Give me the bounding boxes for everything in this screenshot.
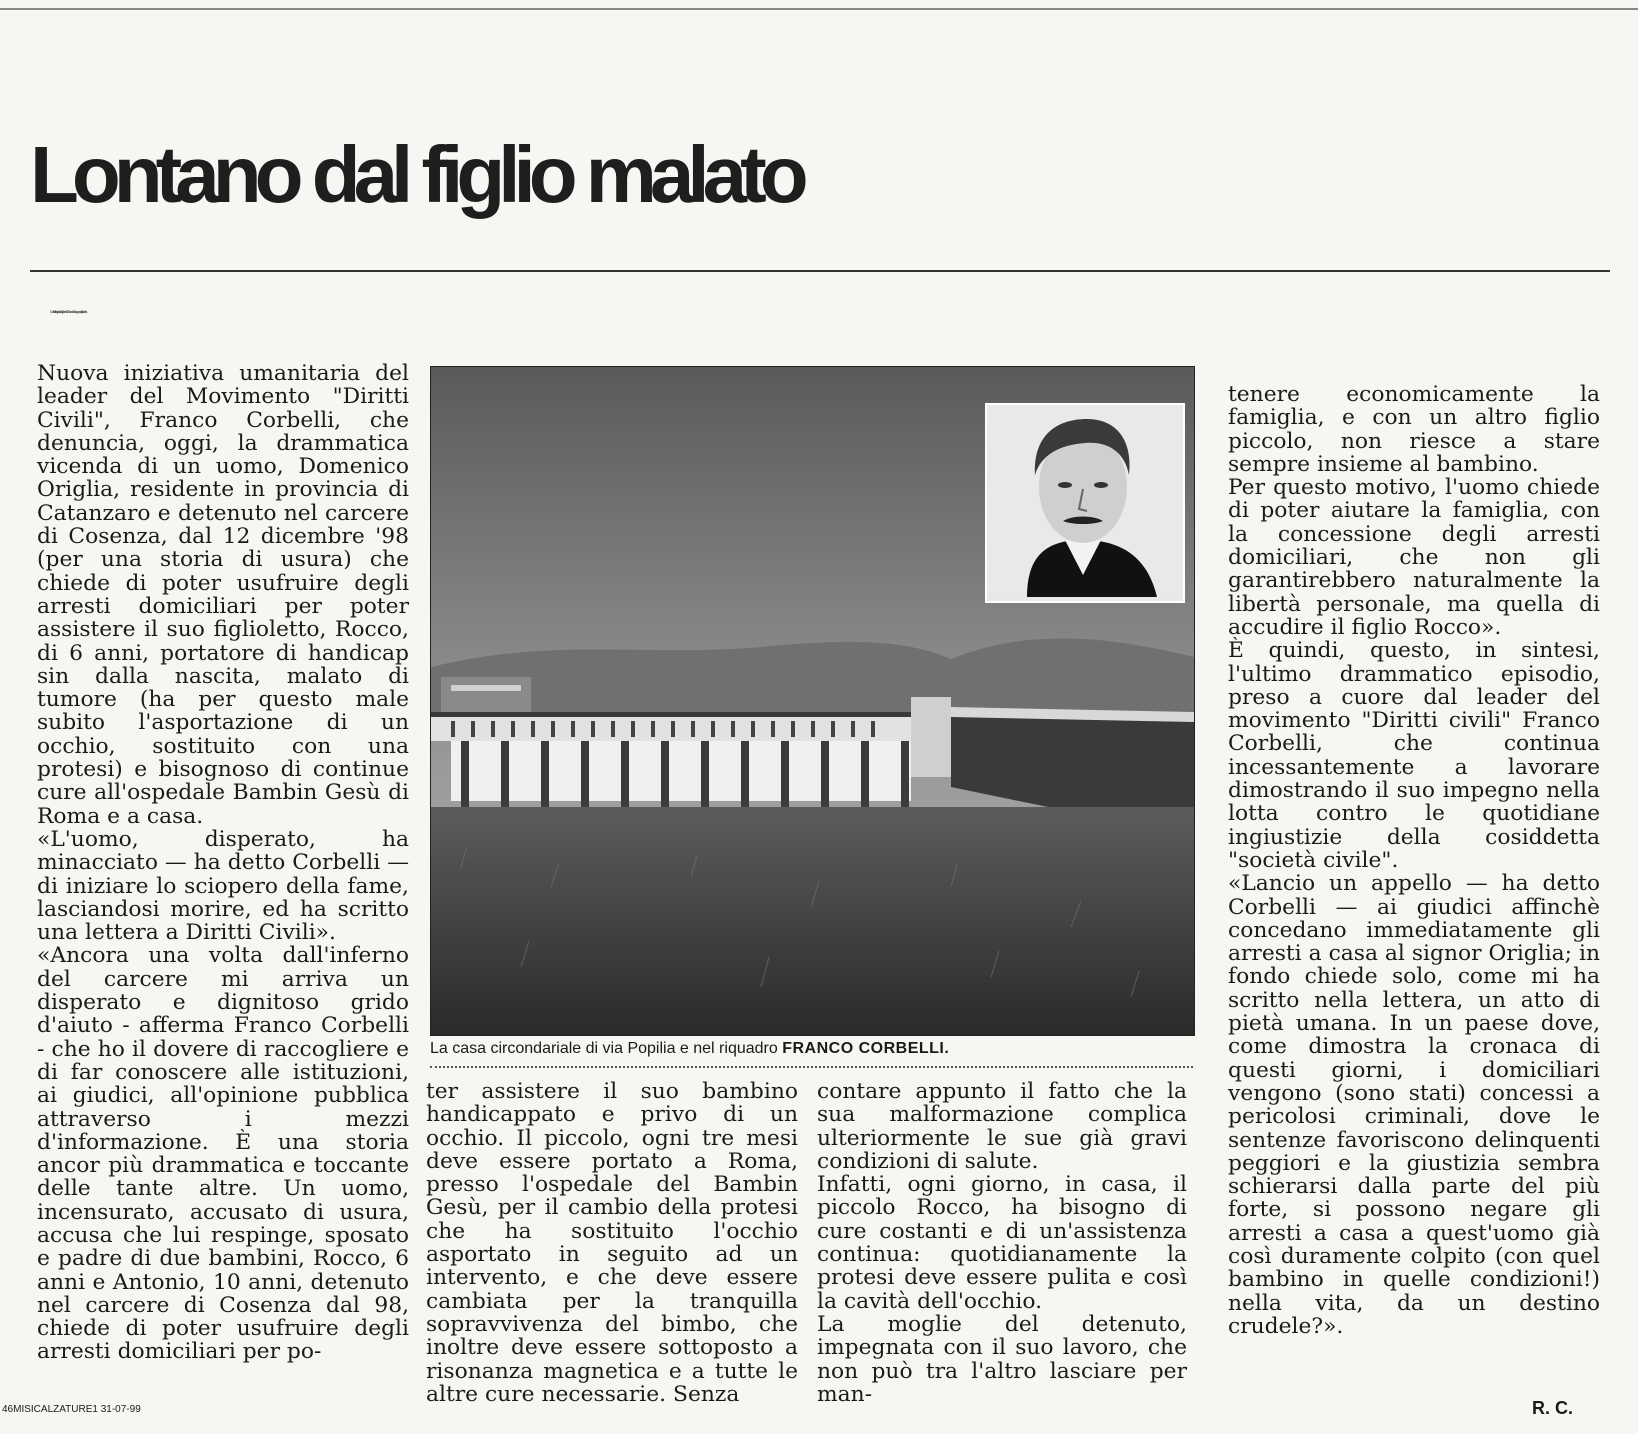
paragraph: Per questo motivo, l'uomo chiede di poter aiutare la famiglia, con la concessione degli arresti domiciliari, che non gli garantirebbero naturalmente la libertà personale, ma quella di accudire il figlio Rocco». — [1228, 475, 1600, 640]
article-column-3 — [817, 1080, 1187, 1410]
paragraph: ter assistere il suo bambino handicappato e privo di un occhio. Il piccolo, ogni tre mesi deve essere portato a Roma, presso l'ospedale del Bambin Gesù, per il cambio della protesi che ha sostituito l'occhio asportato in seguito ad un intervento, e che deve essere cambiata per la tranquilla sopravvivenza del bimbo, che inoltre deve essere sottoposto a risonanza magnetica e a tutte le altre cure necessarie. Senza — [426, 1079, 798, 1407]
caption-text: La casa circondariale di via Popilia e nel riquadro — [430, 1040, 783, 1057]
caption-dotted-rule — [430, 1066, 1193, 1068]
prison-photo — [430, 366, 1195, 1036]
portrait-image — [987, 405, 1179, 597]
article-column-2 — [426, 1080, 798, 1410]
article-column-1 — [37, 362, 409, 1410]
subhead: Corbelli ai giudici: «Il piccolo Rocco ha bisogno del padre» — [50, 309, 87, 314]
article-column-4 — [1228, 383, 1600, 1410]
paragraph: «L'uomo, disperato, ha minacciato — ha detto Corbelli — di iniziare lo sciopero della fame, lasciandosi morire, ed ha scritto una lettera a Diritti Civili». — [37, 826, 409, 946]
paragraph: contare appunto il fatto che la sua malformazione complica ulteriormente le sue già gravi condizioni di salute. — [817, 1079, 1187, 1174]
paragraph: tenere economicamente la famiglia, e con un altro figlio piccolo, non riesce a stare sempre insieme al bambino. — [1228, 382, 1600, 477]
paragraph: «Ancora una volta dall'inferno del carcere mi arriva un disperato e dignitoso grido d'aiuto - afferma Franco Corbelli - che ho il dovere di raccogliere e di far conoscere alle istituzioni, ai giudici, all'opinione pubblica attraverso i mezzi d'informazione. È una storia ancor più drammatica e toccante delle tante altre. Un uomo, incensurato, accusato di usura, accusa che lui respinge, sposato e padre di due bambini, Rocco, 6 anni e Antonio, 10 anni, detenuto nel carcere di Cosenza dal 98, chiede di poter usufruire degli arresti domiciliari per po- — [37, 943, 409, 1365]
caption-name: FRANCO CORBELLI. — [782, 1040, 950, 1057]
paragraph: Infatti, ogni giorno, in casa, il piccolo Rocco, ha bisogno di cure costanti e di un'assistenza continua: quotidianamente la protesi deve essere pulita e così la cavità dell'occhio. — [817, 1172, 1187, 1314]
portrait-inset — [985, 403, 1185, 603]
kicker — [52, 30, 1612, 80]
page-code: 46MISICALZATURE1 31-07-99 — [2, 1404, 141, 1415]
top-border — [0, 8, 1638, 10]
paragraph: La moglie del detenuto, impegnata con il suo lavoro, che non può tra l'altro lasciare per man- — [817, 1311, 1187, 1407]
author-initials: R. C. — [1532, 1398, 1574, 1418]
photo-caption — [430, 1038, 1210, 1060]
paragraph: «Lancio un appello — ha detto Corbelli — ai giudici affinchè concedano immediatamente gli arresti a casa al signor Origlia; in fondo chiede solo, come mi ha scritto nella lettera, un atto di pietà umana. In un paese dove, come dimostra la cronaca di questi giorni, i domiciliari vengono (sono stati) concessi a pericolosi criminali, dove le sentenze favoriscono delinquenti peggiori e la giustizia sembra schierarsi dalla parte del più forte, si possono negare gli arresti a casa a quest'uomo già così duramente colpito (con quel bambino in quelle condizioni!) nella vita, da un destino crudele?». — [1228, 871, 1600, 1339]
paragraph: Nuova iniziativa umanitaria del leader del Movimento "Diritti Civili", Franco Corbelli, che denuncia, oggi, la drammatica vicenda di un uomo, Domenico Origlia, residente in provincia di Catanzaro e detenuto nel carcere di Cosenza, dal 12 dicembre '98 (per una storia di usura) che chiede di poter usufruire degli arresti domiciliari per poter assistere il suo figlioletto, Rocco, di 6 anni, portatore di handicap sin dalla nascita, malato di tumore (ha per questo male subito l'asportazione di un occhio, sostituito con una protesi) e bisognoso di continue cure all'ospedale Bambin Gesù di Roma e a casa. — [37, 361, 409, 829]
headline: Lontano dal figlio malato — [30, 130, 802, 219]
paragraph: È quindi, questo, in sintesi, l'ultimo drammatico episodio, preso a cuore dal leader del movimento "Diritti civili" Franco Corbelli, che continua incessantemente a lavorare dimostrando il suo impegno nella lotta contro le quotidiane ingiustizie della cosiddetta "società civile". — [1228, 638, 1600, 873]
